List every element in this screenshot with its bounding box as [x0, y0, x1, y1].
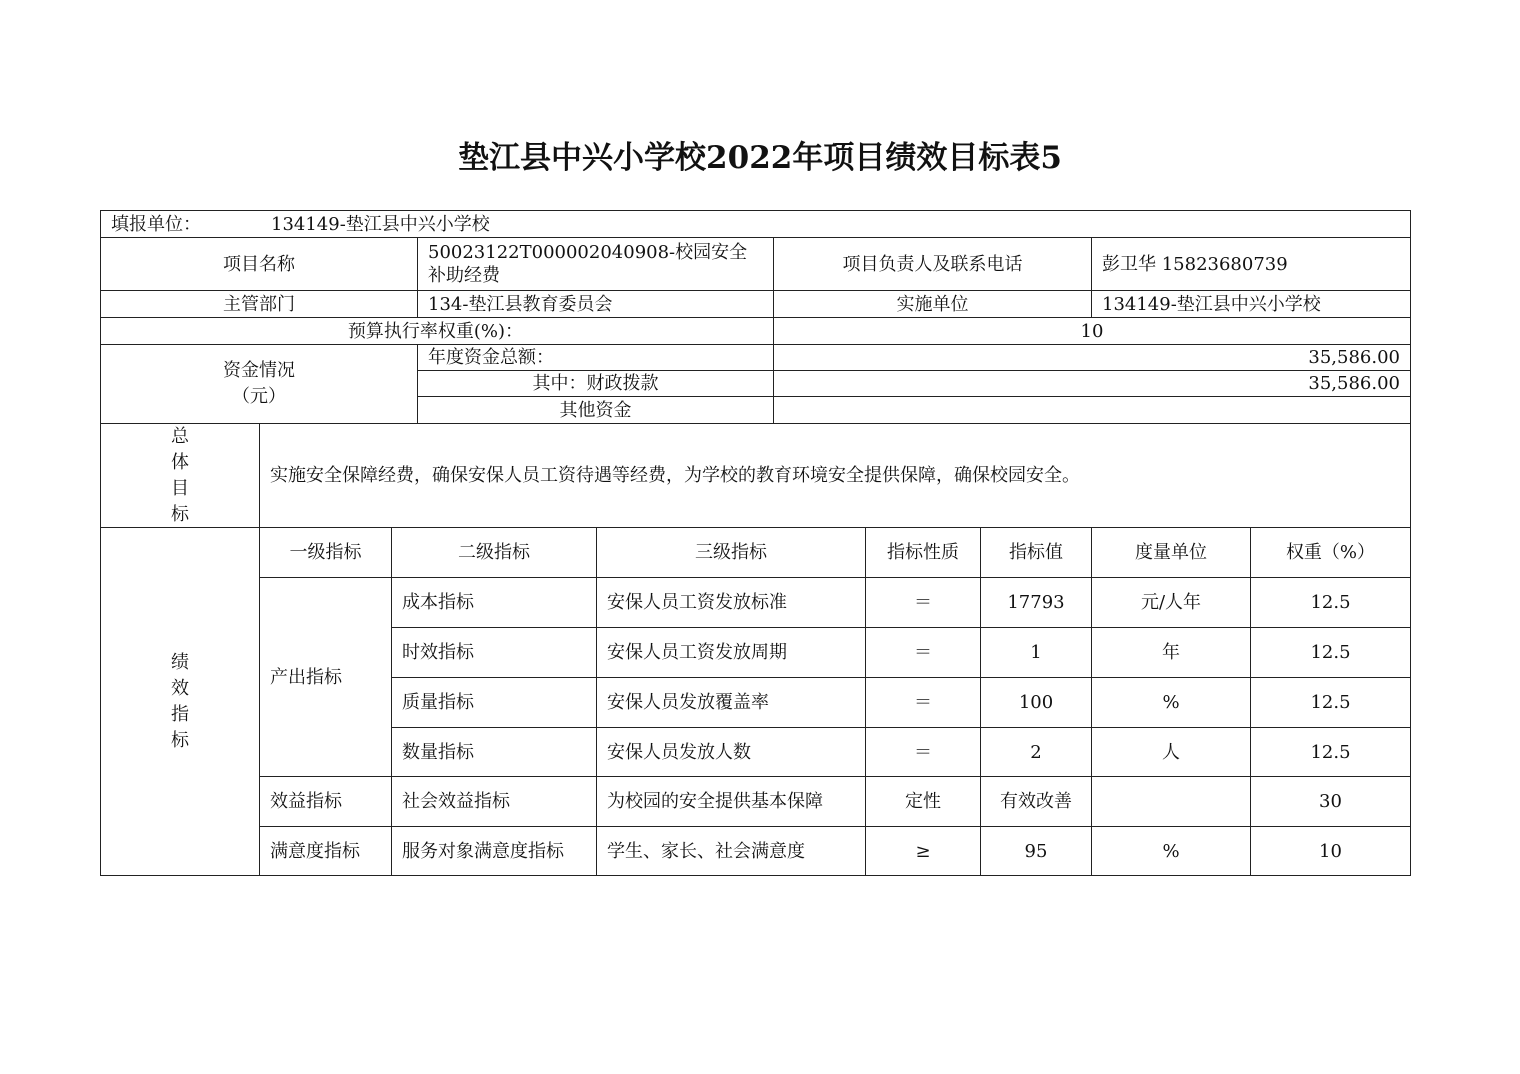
col-header-weight: 权重（%）: [1250, 527, 1411, 578]
dept-value: 134-垫江县教育委员会: [417, 290, 774, 318]
goal-label-char: 目: [171, 477, 189, 499]
table-row-level3: 安保人员发放人数: [596, 727, 866, 777]
budget-rate-value: 10: [773, 317, 1411, 345]
goal-label-char: 体: [171, 451, 189, 473]
funds-total-value: 35,586.00: [773, 344, 1411, 371]
table-row-nature: ＝: [865, 727, 981, 777]
funds-total-label: 年度资金总额：: [417, 344, 774, 371]
table-row-level3: 安保人员发放覆盖率: [596, 677, 866, 728]
dept-label: 主管部门: [100, 290, 418, 318]
contact-label: 项目负责人及联系电话: [773, 237, 1092, 291]
level1-benefit: 效益指标: [259, 776, 392, 827]
table-row-nature: ≥: [865, 826, 981, 876]
table-row-level2: 社会效益指标: [391, 776, 597, 827]
goal-text: 实施安全保障经费，确保安保人员工资待遇等经费，为学校的教育环境安全提供保障，确保校园安全。: [259, 423, 1411, 528]
table-row-level2: 数量指标: [391, 727, 597, 777]
goal-label-char: 标: [171, 503, 189, 525]
project-name-label: 项目名称: [100, 237, 418, 291]
table-row-level2: 成本指标: [391, 577, 597, 628]
table-row-nature: ＝: [865, 577, 981, 628]
col-header-level1: 一级指标: [259, 527, 392, 578]
funds-other-value: [773, 396, 1411, 424]
table-row-nature: ＝: [865, 677, 981, 728]
table-row-value: 1: [980, 627, 1092, 678]
table-row-level3: 为校园的安全提供基本保障: [596, 776, 866, 827]
goal-label-char: 总: [171, 425, 189, 447]
col-header-nature: 指标性质: [865, 527, 981, 578]
table-row-unit: %: [1091, 826, 1251, 876]
funds-label-line1: 资金情况: [223, 360, 295, 381]
funds-fiscal-label: 其中：财政拨款: [417, 370, 774, 397]
table-row-level3: 学生、家长、社会满意度: [596, 826, 866, 876]
table-row-value: 有效改善: [980, 776, 1092, 827]
table-row-unit: 人: [1091, 727, 1251, 777]
table-row-value: 2: [980, 727, 1092, 777]
table-row-unit: [1091, 776, 1251, 827]
impl-label: 实施单位: [773, 290, 1092, 318]
goal-label: [100, 423, 260, 528]
contact-value: 彭卫华 15823680739: [1091, 237, 1411, 291]
project-name-value: 50023122T000002040908-校园安全补助经费: [417, 237, 774, 291]
indicators-label: [100, 527, 260, 876]
table-row-weight: 12.5: [1250, 577, 1411, 628]
col-header-unit: 度量单位: [1091, 527, 1251, 578]
col-header-level3: 三级指标: [596, 527, 866, 578]
table-row-level2: 服务对象满意度指标: [391, 826, 597, 876]
table-row-value: 100: [980, 677, 1092, 728]
col-header-value: 指标值: [980, 527, 1092, 578]
indicators-label-char: 标: [171, 729, 189, 751]
funds-fiscal-value: 35,586.00: [773, 370, 1411, 397]
indicators-label-char: 效: [171, 677, 189, 699]
table-row-nature: 定性: [865, 776, 981, 827]
reporting-unit-value: 134149-垫江县中兴小学校: [271, 213, 490, 235]
table-row-unit: %: [1091, 677, 1251, 728]
table-row-weight: 12.5: [1250, 627, 1411, 678]
col-header-level2: 二级指标: [391, 527, 597, 578]
impl-value: 134149-垫江县中兴小学校: [1091, 290, 1411, 318]
table-row-weight: 10: [1250, 826, 1411, 876]
level1-output: 产出指标: [259, 577, 392, 777]
page-title: 垫江县中兴小学校2022年项目绩效目标表5: [458, 140, 1062, 176]
reporting-unit-label: 填报单位：: [111, 213, 201, 235]
funds-label: [100, 344, 418, 424]
table-row-unit: 年: [1091, 627, 1251, 678]
budget-rate-label: 预算执行率权重(%)：: [100, 317, 774, 345]
indicators-label-char: 指: [171, 703, 189, 725]
table-row-value: 17793: [980, 577, 1092, 628]
indicators-label-char: 绩: [171, 651, 189, 673]
table-row-level2: 质量指标: [391, 677, 597, 728]
funds-other-label: 其他资金: [417, 396, 774, 424]
funds-label-line2: （元）: [232, 386, 286, 407]
table-row-unit: 元/人年: [1091, 577, 1251, 628]
table-row-level2: 时效指标: [391, 627, 597, 678]
table-row-weight: 12.5: [1250, 727, 1411, 777]
table-row-value: 95: [980, 826, 1092, 876]
level1-satisfaction: 满意度指标: [259, 826, 392, 876]
table-row-weight: 30: [1250, 776, 1411, 827]
reporting-unit-row: [100, 210, 1411, 238]
table-row-weight: 12.5: [1250, 677, 1411, 728]
table-row-level3: 安保人员工资发放周期: [596, 627, 866, 678]
table-row-level3: 安保人员工资发放标准: [596, 577, 866, 628]
table-row-nature: ＝: [865, 627, 981, 678]
